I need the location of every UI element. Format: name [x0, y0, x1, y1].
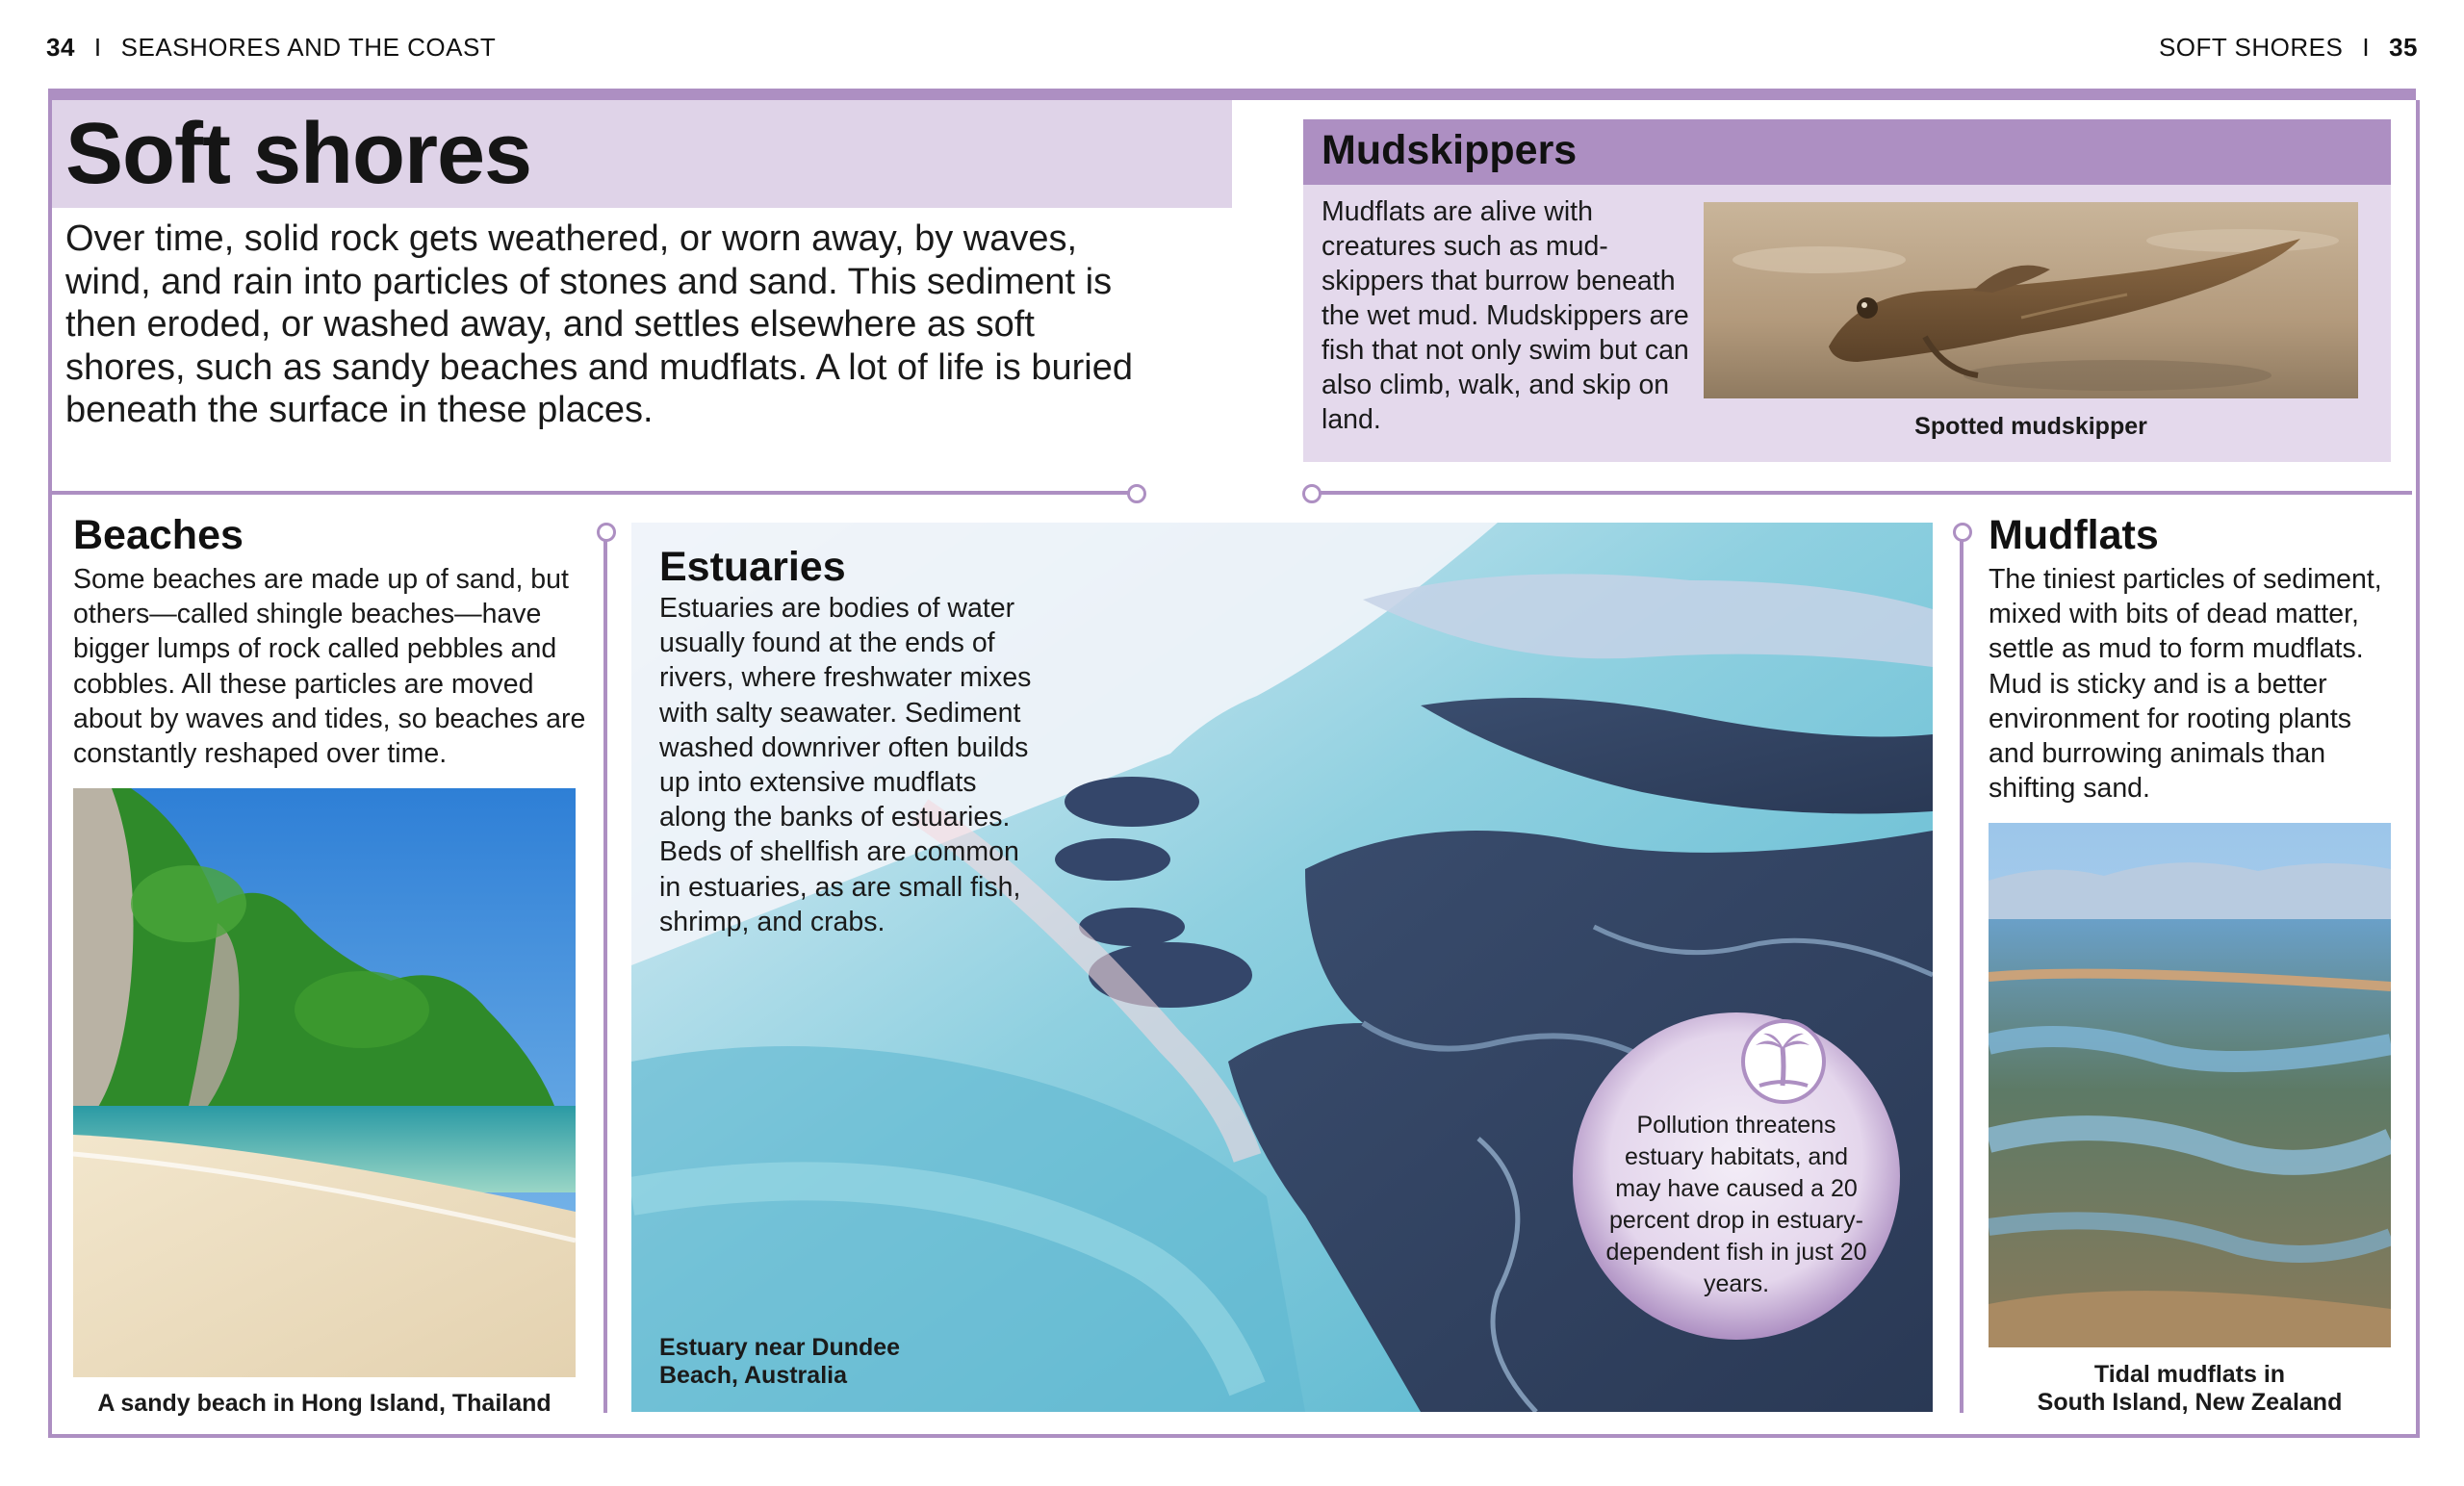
mudflats-caption-line1: Tidal mudflats in: [2093, 1361, 2286, 1388]
mudflats-text: The tiniest particles of sediment, mixed with bits of dead matter, settle as mud to form mudflats. Mud is sticky and is a better environment for rooting plants and burrowing animals than shifting sand.: [1989, 564, 2382, 805]
right-running-head: [2159, 33, 2418, 63]
right-page-number: 35: [2389, 33, 2418, 62]
mudflats-title: Mudflats: [1989, 512, 2159, 558]
mudflats-caption-line2: South Island, New Zealand: [2037, 1389, 2343, 1416]
divider-right: [1319, 491, 2412, 495]
mudskipper-caption: Spotted mudskipper: [1914, 413, 2147, 440]
right-separator: I: [2362, 33, 2371, 62]
right-section-name: SOFT SHORES: [2158, 33, 2344, 62]
mudskippers-text: Mudflats are alive with creatures such as mud-skippers that burrow beneath the wet mud. Mudskippers are fish that not only swim but can also climb, walk, and skip on land.: [1322, 196, 1689, 435]
estuary-caption: [659, 1334, 900, 1390]
divider-vertical-left: [603, 539, 607, 1413]
beaches-text: Some beaches are made up of sand, but others—called shingle beaches—have bigger lumps of rock called pebbles and cobbles. All these particles are moved about by waves and tides, so beaches are constantly reshaped over time.: [73, 564, 586, 770]
left-page-number: 34: [46, 33, 75, 62]
left-separator: I: [93, 33, 102, 62]
beach-photo: [73, 788, 576, 1377]
mudskippers-title: Mudskippers: [1322, 127, 1578, 173]
estuary-caption-line2: Beach, Australia: [659, 1362, 847, 1389]
estuaries-text: Estuaries are bodies of water usually found at the ends of rivers, where freshwater mixes with salty seawater. Sediment washed downriver often builds up into extensive mudflats along the banks of estuaries. Beds of shellfish are common in estuaries, as are small fish, shrimp, and crabs.: [659, 593, 1032, 937]
divider-vertical-right: [1960, 539, 1964, 1413]
mudskipper-photo: [1704, 202, 2358, 398]
beach-caption: A sandy beach in Hong Island, Thailand: [97, 1390, 552, 1417]
divider-right-start-ring: [1302, 484, 1322, 503]
mudflats-caption: [1989, 1361, 2391, 1417]
left-running-head: [46, 33, 496, 63]
beaches-title: Beaches: [73, 512, 244, 558]
tidal-mudflats-photo: [1989, 823, 2391, 1347]
estuary-caption-line1: Estuary near Dundee: [659, 1334, 901, 1361]
top-accent-band: [48, 89, 2416, 100]
page-title: Soft shores: [65, 106, 532, 202]
intro-paragraph: Over time, solid rock gets weathered, or worn away, by waves, wind, and rain into particles of stones and sand. This sediment is then eroded, or washed away, and settles elsewhere as soft shores, such as sandy beaches and mudflats. A lot of life is buried beneath the surface in these places.: [65, 218, 1133, 430]
palm-tree-icon: [1740, 1018, 1827, 1105]
fact-text: Pollution threatens estuary habitats, and may have caused a 20 percent drop in estuary-dependent fish in just 20 years.: [1605, 1112, 1867, 1297]
divider-left-end-ring: [1127, 484, 1146, 503]
estuaries-title: Estuaries: [659, 544, 846, 590]
divider-left: [52, 491, 1128, 495]
left-section-name: SEASHORES AND THE COAST: [120, 33, 497, 62]
